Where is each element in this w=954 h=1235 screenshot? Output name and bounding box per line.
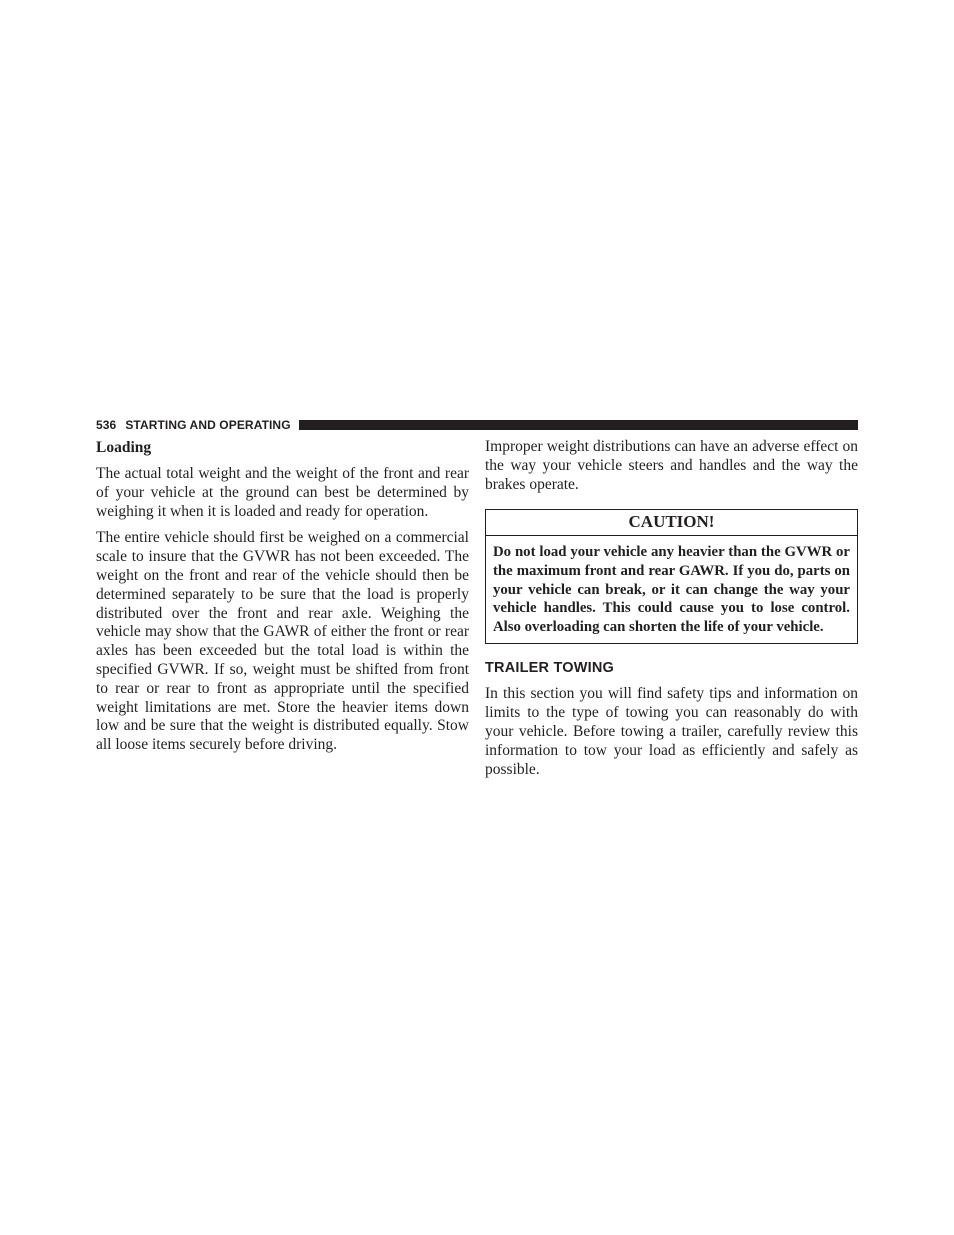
trailer-towing-heading: TRAILER TOWING [485, 660, 614, 677]
loading-heading: Loading [96, 439, 152, 456]
section-title: STARTING AND OPERATING [125, 418, 291, 432]
header-rule [299, 420, 858, 430]
loading-paragraph-2: The entire vehicle should first be weighed on a commercial scale to insure that the GVWR has not been exceeded. The weight on the front and rear of the vehicle should then be determined separately to be sure that the load is properly distributed over the front and rear axle. Weighing the vehicle may show that the GAWR of either the front or rear axles has been exceeded but the total load is within the specified GVWR. If so, weight must be shifted from front to rear or rear to front as appropriate until the specified weight limitations are met. Store the heavier items down low and be sure that the weight is distributed equally. Stow all loose items securely before driving. [96, 529, 469, 754]
page-header [96, 416, 858, 434]
trailer-towing-paragraph: In this section you will find safety tips and information on limits to the type of towing you can reasonably do with your vehicle. Before towing a trailer, carefully review this information to tow your load as efficiently and safely as possible. [485, 685, 858, 778]
weight-distribution-paragraph: Improper weight distributions can have an adverse effect on the way your vehicle steers and handles and the way the brakes operate. [485, 438, 858, 493]
caution-body: Do not load your vehicle any heavier than the GVWR or the maximum front and rear GAWR. If you do, parts on your vehicle can break, or it can change the way your vehicle handles. This could cause you to lose control. Also overloading can shorten the life of your vehicle. [493, 544, 850, 635]
loading-paragraph-1: The actual total weight and the weight of the front and rear of your vehicle at the ground can best be determined by weighing it when it is loaded and ready for operation. [96, 465, 469, 520]
caution-title: CAUTION! [486, 510, 857, 536]
left-column [96, 438, 469, 763]
caution-box [485, 509, 858, 644]
page-number: 536 [96, 418, 117, 432]
right-column [485, 438, 858, 787]
